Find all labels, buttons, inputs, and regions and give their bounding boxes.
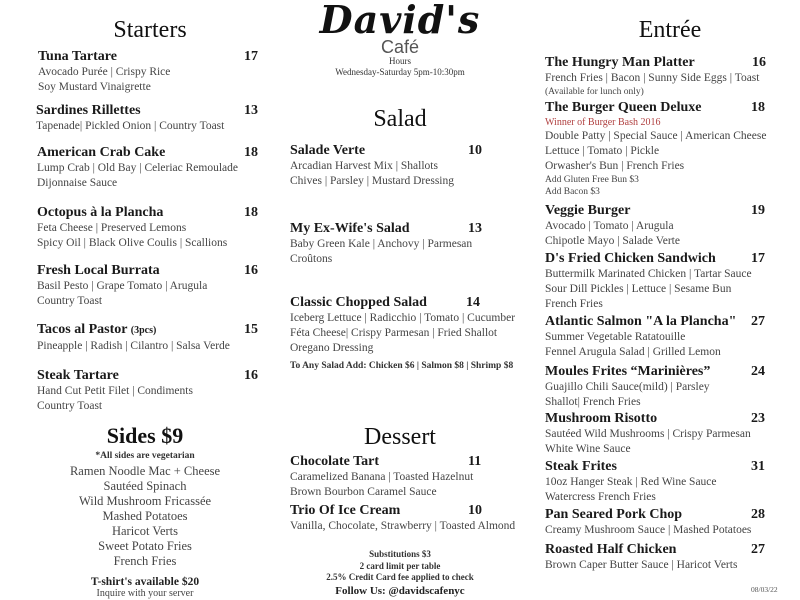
award-badge: Winner of Burger Bash 2016: [545, 117, 661, 128]
menu-date: 08/03/22: [751, 585, 778, 594]
item-desc: Creamy Mushroom Sauce | Mashed Potatoes: [545, 524, 752, 536]
side-item: Ramen Noodle Mac + Cheese: [69, 464, 221, 478]
logo: [300, 0, 500, 78]
item-desc: French Fries | Bacon | Sunny Side Eggs | Toast: [545, 72, 760, 84]
item-name: D's Fried Chicken Sandwich: [545, 251, 716, 266]
item-name-text: Tacos al Pastor: [37, 322, 128, 337]
item-price: 13: [468, 221, 482, 236]
menu-item: [290, 142, 510, 189]
item-desc: Arcadian Harvest Mix | Shallots: [290, 160, 438, 172]
menu-item: [545, 313, 775, 360]
sides-list: [50, 464, 240, 569]
menu-item: [38, 48, 258, 95]
side-item: French Fries: [113, 554, 177, 568]
side-item: Sautéed Spinach: [103, 479, 187, 493]
menu-item: [37, 204, 258, 251]
item-desc: Iceberg Lettuce | Radicchio | Tomato | Cucumber: [290, 312, 516, 324]
menu-item: [545, 506, 775, 538]
item-price: 10: [468, 143, 482, 158]
item-price: 11: [468, 454, 482, 469]
item-name: American Crab Cake: [37, 145, 166, 160]
logo-script: David's: [319, 0, 481, 42]
footer-line: Substitutions $3: [369, 549, 431, 559]
item-price: 13: [244, 103, 258, 118]
item-name: Tuna Tartare: [38, 49, 117, 64]
menu-item: [290, 502, 520, 534]
item-desc: Orwasher's Bun | French Fries: [545, 160, 685, 172]
item-price: 17: [244, 49, 258, 64]
salad-addons: To Any Salad Add: Chicken $6 | Salmon $8 | Shrimp $8: [290, 361, 514, 371]
item-desc: Féta Cheese| Crispy Parmesan | Fried Shallot: [290, 327, 498, 339]
tshirt-offer: T-shirt's available $20: [90, 576, 200, 588]
sides-title: Sides $9: [106, 423, 184, 448]
item-desc: Tapenade| Pickled Onion | Country Toast: [36, 120, 225, 132]
dessert-title: Dessert: [364, 424, 436, 450]
hours-value: Wednesday-Saturday 5pm-10:30pm: [335, 67, 465, 77]
item-name: Sardines Rillettes: [36, 103, 141, 118]
menu-item: [37, 262, 258, 309]
item-desc: Basil Pesto | Grape Tomato | Arugula: [37, 280, 208, 292]
item-desc: Chipotle Mayo | Salade Verte: [545, 235, 680, 247]
item-price: 16: [244, 368, 258, 383]
item-desc: Avocado | Tomato | Arugula: [545, 220, 674, 232]
item-name: Mushroom Risotto: [545, 411, 658, 426]
item-name: Salade Verte: [290, 143, 366, 158]
item-desc: Brown Caper Butter Sauce | Haricot Verts: [545, 559, 738, 571]
item-price: 24: [751, 364, 765, 379]
item-price: 15: [244, 322, 258, 337]
item-price: 23: [751, 411, 765, 426]
item-desc: Vanilla, Chocolate, Strawberry | Toasted Almond: [290, 520, 516, 532]
item-price: 19: [751, 203, 765, 218]
item-desc: Pineapple | Radish | Cilantro | Salsa Verde: [37, 340, 230, 352]
item-desc: 10oz Hanger Steak | Red Wine Sauce: [545, 476, 717, 488]
item-desc: Buttermilk Marinated Chicken | Tartar Sauce: [545, 268, 752, 280]
item-desc: Watercress French Fries: [545, 491, 656, 503]
item-desc: Guajillo Chili Sauce(mild) | Parsley: [545, 381, 710, 393]
item-desc: Avocado Purée | Crispy Rice: [38, 66, 171, 78]
item-name: Pan Seared Pork Chop: [545, 507, 683, 522]
item-name: Atlantic Salmon "A la Plancha": [545, 314, 737, 329]
menu-item: [545, 250, 775, 312]
item-price: 27: [751, 542, 765, 557]
footer-line: 2.5% Credit Card fee applied to check: [326, 572, 474, 582]
item-desc: Chives | Parsley | Mustard Dressing: [290, 175, 454, 187]
item-name: Trio Of Ice Cream: [290, 503, 401, 518]
item-desc: Lettuce | Tomato | Pickle: [545, 145, 660, 157]
item-desc: Sour Dill Pickles | Lettuce | Sesame Bun: [545, 283, 732, 295]
footer-line: 2 card limit per table: [359, 560, 441, 571]
item-name: Steak Frites: [545, 459, 617, 474]
item-desc: Brown Bourbon Caramel Sauce: [290, 486, 437, 498]
item-price: 31: [751, 459, 765, 474]
item-desc: Shallot| French Fries: [545, 396, 641, 408]
item-price: 14: [466, 295, 480, 310]
menu-item: [545, 54, 775, 98]
item-desc: Spicy Oil | Black Olive Coulis | Scallions: [37, 237, 228, 249]
item-desc: Summer Vegetable Ratatouille: [545, 331, 686, 343]
side-item: Wild Mushroom Fricassée: [78, 494, 212, 508]
item-name: The Hungry Man Platter: [545, 55, 695, 70]
item-desc: Oregano Dressing: [290, 342, 374, 354]
item-desc: Country Toast: [37, 400, 103, 412]
menu-item: [37, 321, 258, 354]
item-name: Steak Tartare: [37, 368, 119, 383]
item-name: Octopus à la Plancha: [37, 205, 164, 220]
item-desc: Hand Cut Petit Filet | Condiments: [37, 385, 193, 397]
item-price: 28: [751, 507, 765, 522]
menu-item: [545, 541, 775, 573]
item-price: 18: [244, 205, 258, 220]
item-desc: Croûtons: [290, 253, 333, 265]
menu-item: [545, 410, 775, 457]
side-item: Mashed Potatoes: [102, 509, 188, 523]
menu-item: [290, 294, 520, 356]
item-name: The Burger Queen Deluxe: [545, 100, 702, 115]
item-desc: Double Patty | Special Sauce | American Cheese: [545, 130, 767, 142]
logo-sub: Café: [380, 37, 420, 57]
item-price: 17: [751, 251, 765, 266]
item-price: 16: [752, 55, 766, 70]
item-name-suffix: (3pcs): [130, 325, 157, 336]
entree-title: Entrée: [638, 17, 702, 43]
menu-item: [545, 202, 775, 249]
item-name: Fresh Local Burrata: [37, 263, 160, 278]
item-name: Classic Chopped Salad: [290, 295, 427, 310]
menu-item: [545, 458, 775, 505]
item-price: 16: [244, 263, 258, 278]
menu-item: [36, 102, 258, 134]
social-handle[interactable]: Follow Us: @davidscafenyc: [335, 585, 465, 597]
side-item: Sweet Potato Fries: [98, 539, 192, 553]
item-desc: French Fries: [545, 298, 603, 310]
item-addon: Add Bacon $3: [545, 187, 600, 197]
item-price: 18: [751, 100, 765, 115]
hours-label: Hours: [389, 56, 411, 66]
item-name: Veggie Burger: [545, 203, 631, 218]
item-price: 10: [468, 503, 482, 518]
item-desc: Dijonnaise Sauce: [37, 177, 118, 189]
tshirt-note: Inquire with your server: [96, 588, 194, 599]
item-desc: Country Toast: [37, 295, 103, 307]
item-price: 18: [244, 145, 258, 160]
item-note: (Available for lunch only): [545, 87, 644, 97]
side-item: Haricot Verts: [111, 524, 179, 538]
item-desc: Caramelized Banana | Toasted Hazelnut: [290, 471, 474, 483]
item-name: [37, 321, 258, 339]
item-name: Moules Frites “Marinières”: [545, 364, 711, 379]
menu-item: [545, 99, 775, 198]
item-desc: Soy Mustard Vinaigrette: [38, 81, 151, 93]
sides-note: *All sides are vegetarian: [95, 451, 195, 461]
item-desc: Sautéed Wild Mushrooms | Crispy Parmesan: [545, 428, 751, 440]
menu-item: [290, 220, 510, 267]
item-desc: Baby Green Kale | Anchovy | Parmesan: [290, 238, 473, 250]
starters-title: Starters: [113, 17, 187, 43]
item-desc: Fennel Arugula Salad | Grilled Lemon: [545, 346, 721, 358]
menu-item: [545, 363, 775, 410]
footer-notes: [300, 549, 500, 584]
item-name: Roasted Half Chicken: [545, 542, 677, 557]
menu-item: [37, 367, 258, 414]
item-addon: Add Gluten Free Bun $3: [545, 175, 639, 185]
item-desc: White Wine Sauce: [545, 443, 631, 455]
item-name: My Ex-Wife's Salad: [290, 221, 410, 236]
menu-item: [37, 144, 258, 191]
item-desc: Feta Cheese | Preserved Lemons: [37, 222, 187, 234]
salad-title: Salad: [373, 106, 427, 132]
item-name: Chocolate Tart: [290, 454, 380, 469]
menu-item: [290, 453, 510, 500]
item-price: 27: [751, 314, 765, 329]
item-desc: Lump Crab | Old Bay | Celeriac Remoulade: [37, 162, 239, 174]
